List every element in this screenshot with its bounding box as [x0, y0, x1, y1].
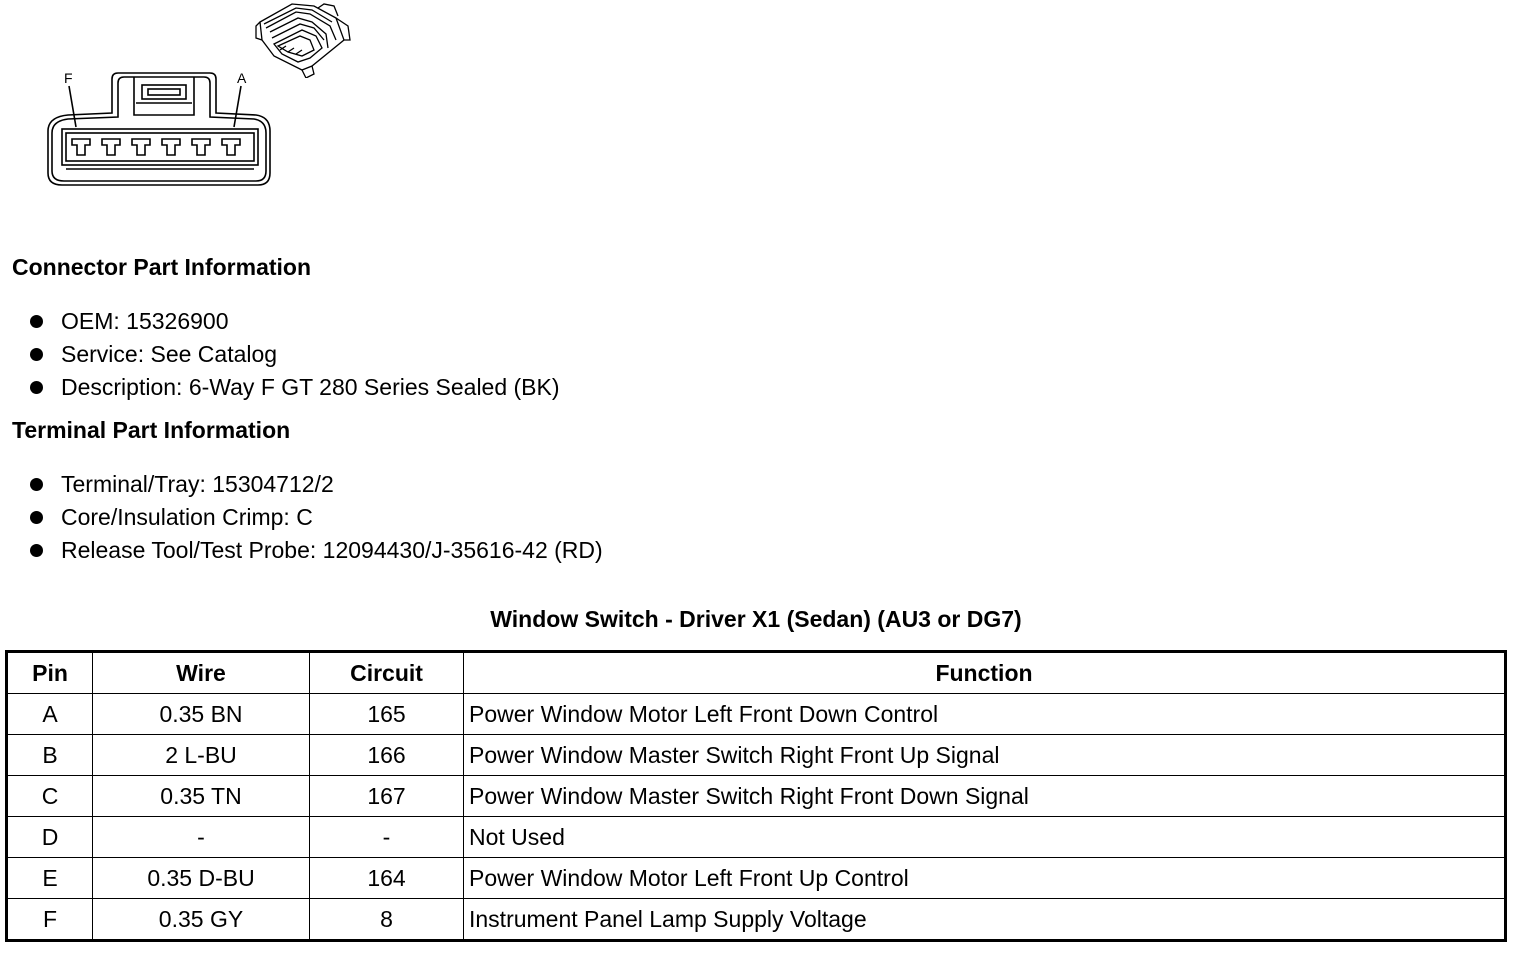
- cell-function: Power Window Master Switch Right Front Down Signal: [464, 776, 1506, 817]
- cell-pin: E: [7, 858, 93, 899]
- cell-circuit: 166: [310, 735, 464, 776]
- bullet-icon: [30, 511, 43, 524]
- header-function: Function: [464, 652, 1506, 694]
- cell-wire: -: [93, 817, 310, 858]
- header-circuit: Circuit: [310, 652, 464, 694]
- cell-pin: B: [7, 735, 93, 776]
- cell-function: Instrument Panel Lamp Supply Voltage: [464, 899, 1506, 941]
- bullet-icon: [30, 544, 43, 557]
- cell-wire: 0.35 D-BU: [93, 858, 310, 899]
- table-header-row: [7, 652, 1506, 694]
- connector-info-heading: Connector Part Information: [12, 254, 312, 280]
- terminal-info-list: [28, 468, 603, 567]
- cell-function: Power Window Motor Left Front Down Control: [464, 694, 1506, 735]
- table-row: [7, 899, 1506, 941]
- cell-circuit: -: [310, 817, 464, 858]
- list-item: Core/Insulation Crimp: C: [28, 501, 603, 534]
- cell-wire: 0.35 TN: [93, 776, 310, 817]
- cell-pin: A: [7, 694, 93, 735]
- cell-wire: 0.35 BN: [93, 694, 310, 735]
- cell-wire: 0.35 GY: [93, 899, 310, 941]
- table-row: [7, 735, 1506, 776]
- cell-function: Power Window Motor Left Front Up Control: [464, 858, 1506, 899]
- terminal-info-heading: Terminal Part Information: [12, 417, 291, 443]
- bullet-icon: [30, 381, 43, 394]
- bullet-icon: [30, 478, 43, 491]
- cell-circuit: 8: [310, 899, 464, 941]
- cell-function: Not Used: [464, 817, 1506, 858]
- list-item: OEM: 15326900: [28, 305, 560, 338]
- cell-pin: D: [7, 817, 93, 858]
- header-pin: Pin: [7, 652, 93, 694]
- cell-circuit: 165: [310, 694, 464, 735]
- list-item: Description: 6-Way F GT 280 Series Sealed (BK): [28, 371, 560, 404]
- pin-a-label: A: [237, 70, 247, 86]
- cell-function: Power Window Master Switch Right Front Up Signal: [464, 735, 1506, 776]
- cell-circuit: 164: [310, 858, 464, 899]
- table-row: [7, 858, 1506, 899]
- pinout-table: [5, 650, 1507, 942]
- table-row: [7, 694, 1506, 735]
- header-wire: Wire: [93, 652, 310, 694]
- bullet-icon: [30, 348, 43, 361]
- bullet-icon: [30, 315, 43, 328]
- list-item: Terminal/Tray: 15304712/2: [28, 468, 603, 501]
- list-item: Service: See Catalog: [28, 338, 560, 371]
- pin-f-label: F: [64, 70, 73, 86]
- table-row: [7, 776, 1506, 817]
- cell-pin: C: [7, 776, 93, 817]
- table-row: [7, 817, 1506, 858]
- table-title: Window Switch - Driver X1 (Sedan) (AU3 or DG7): [490, 606, 1022, 632]
- cell-wire: 2 L-BU: [93, 735, 310, 776]
- connector-info-list: [28, 305, 560, 404]
- connector-face-diagram: [40, 65, 280, 193]
- cell-circuit: 167: [310, 776, 464, 817]
- list-item: Release Tool/Test Probe: 12094430/J-35616-42 (RD): [28, 534, 603, 567]
- cell-pin: F: [7, 899, 93, 941]
